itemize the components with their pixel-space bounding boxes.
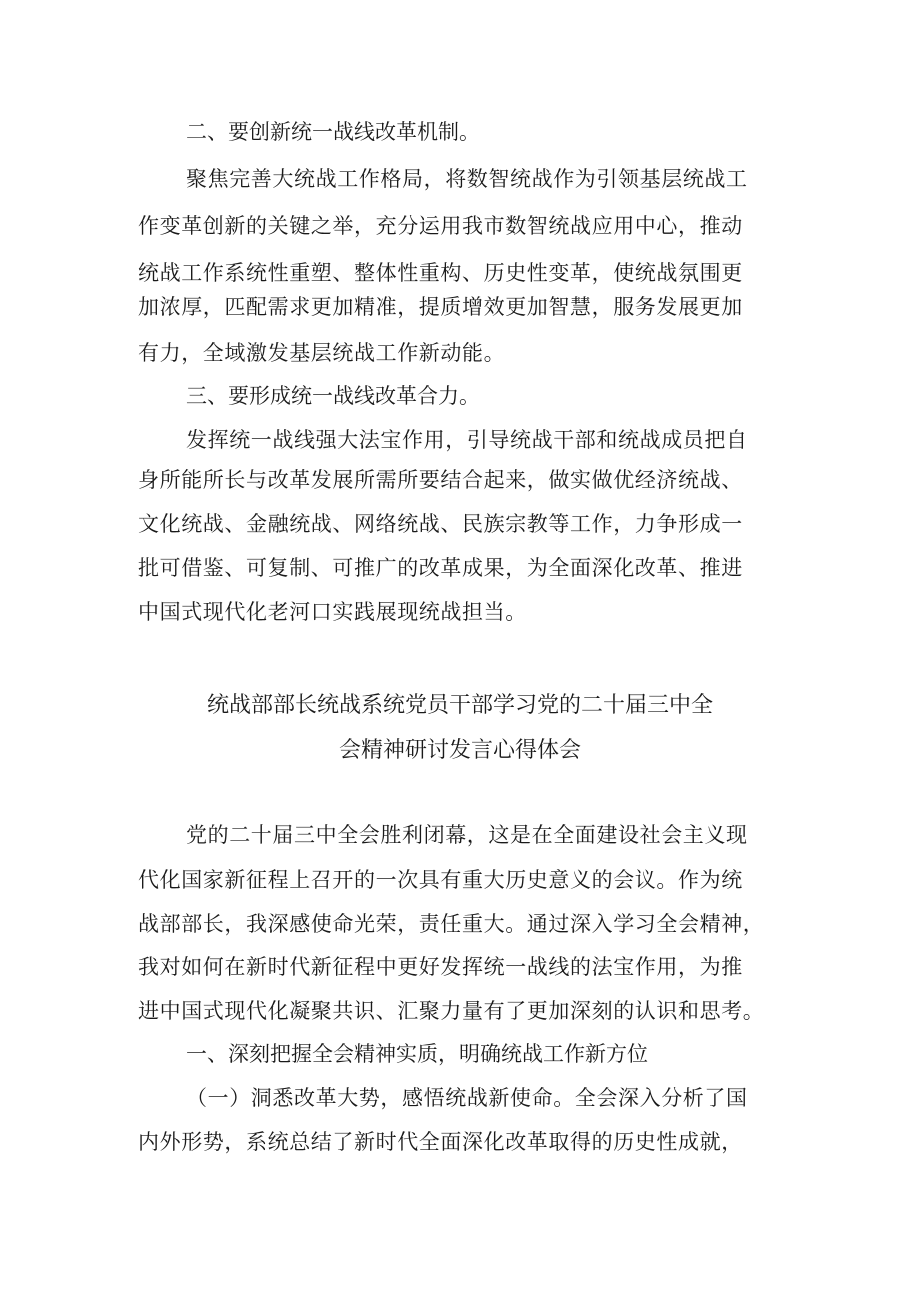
paragraph-line: 聚焦完善大统战工作格局，将数智统战作为引领基层统战工 — [186, 167, 748, 191]
article-title-line-1: 统战部部长统战系统党员干部学习党的二十届三中全 — [206, 693, 713, 718]
paragraph-line: 代化国家新征程上召开的一次具有重大历史意义的会议。作为统 — [138, 868, 743, 892]
paragraph-line: 战部部长，我深感使命光荣，责任重大。通过深入学习全会精神， — [138, 912, 765, 936]
paragraph-line: 文化统战、金融统战、网络统战、民族宗教等工作，力争形成一 — [138, 512, 743, 536]
paragraph-line: 有力，全域激发基层统战工作新动能。 — [138, 341, 506, 365]
section-heading-2: 二、要创新统一战线改革机制。 — [186, 120, 480, 144]
paragraph-line: 身所能所长与改革发展所需所要结合起来，做实做优经济统战、 — [138, 468, 743, 492]
article-title-line-2: 会精神研讨发言心得体会 — [338, 738, 581, 763]
paragraph-line: 作变革创新的关键之举，充分运用我市数智统战应用中心，推动 — [138, 214, 743, 238]
paragraph-line: 我对如何在新时代新征程中更好发挥统一战线的法宝作用，为推 — [138, 955, 743, 979]
paragraph-line: 党的二十届三中全会胜利闭幕，这是在全面建设社会主义现 — [186, 823, 748, 847]
paragraph-line: 统战工作系统性重塑、整体性重构、历史性变革，使统战氛围更 — [138, 261, 743, 285]
paragraph-line: 加浓厚，匹配需求更加精准，提质增效更加智慧，服务发展更加 — [138, 295, 743, 319]
paragraph-line: （一）洞悉改革大势，感悟统战新使命。全会深入分析了国 — [186, 1086, 748, 1110]
paragraph-line: 中国式现代化老河口实践展现统战担当。 — [138, 600, 527, 624]
section-heading-1: 一、深刻把握全会精神实质，明确统战工作新方位 — [186, 1042, 648, 1066]
paragraph-line: 进中国式现代化凝聚共识、汇聚力量有了更加深刻的认识和思考。 — [138, 999, 765, 1023]
paragraph-line: 批可借鉴、可复制、可推广的改革成果，为全面深化改革、推进 — [138, 556, 743, 580]
paragraph-line: 内外形势，系统总结了新时代全面深化改革取得的历史性成就， — [138, 1130, 743, 1154]
paragraph-line: 发挥统一战线强大法宝作用，引导统战干部和统战成员把自 — [186, 428, 748, 452]
section-heading-3: 三、要形成统一战线改革合力。 — [186, 384, 480, 408]
